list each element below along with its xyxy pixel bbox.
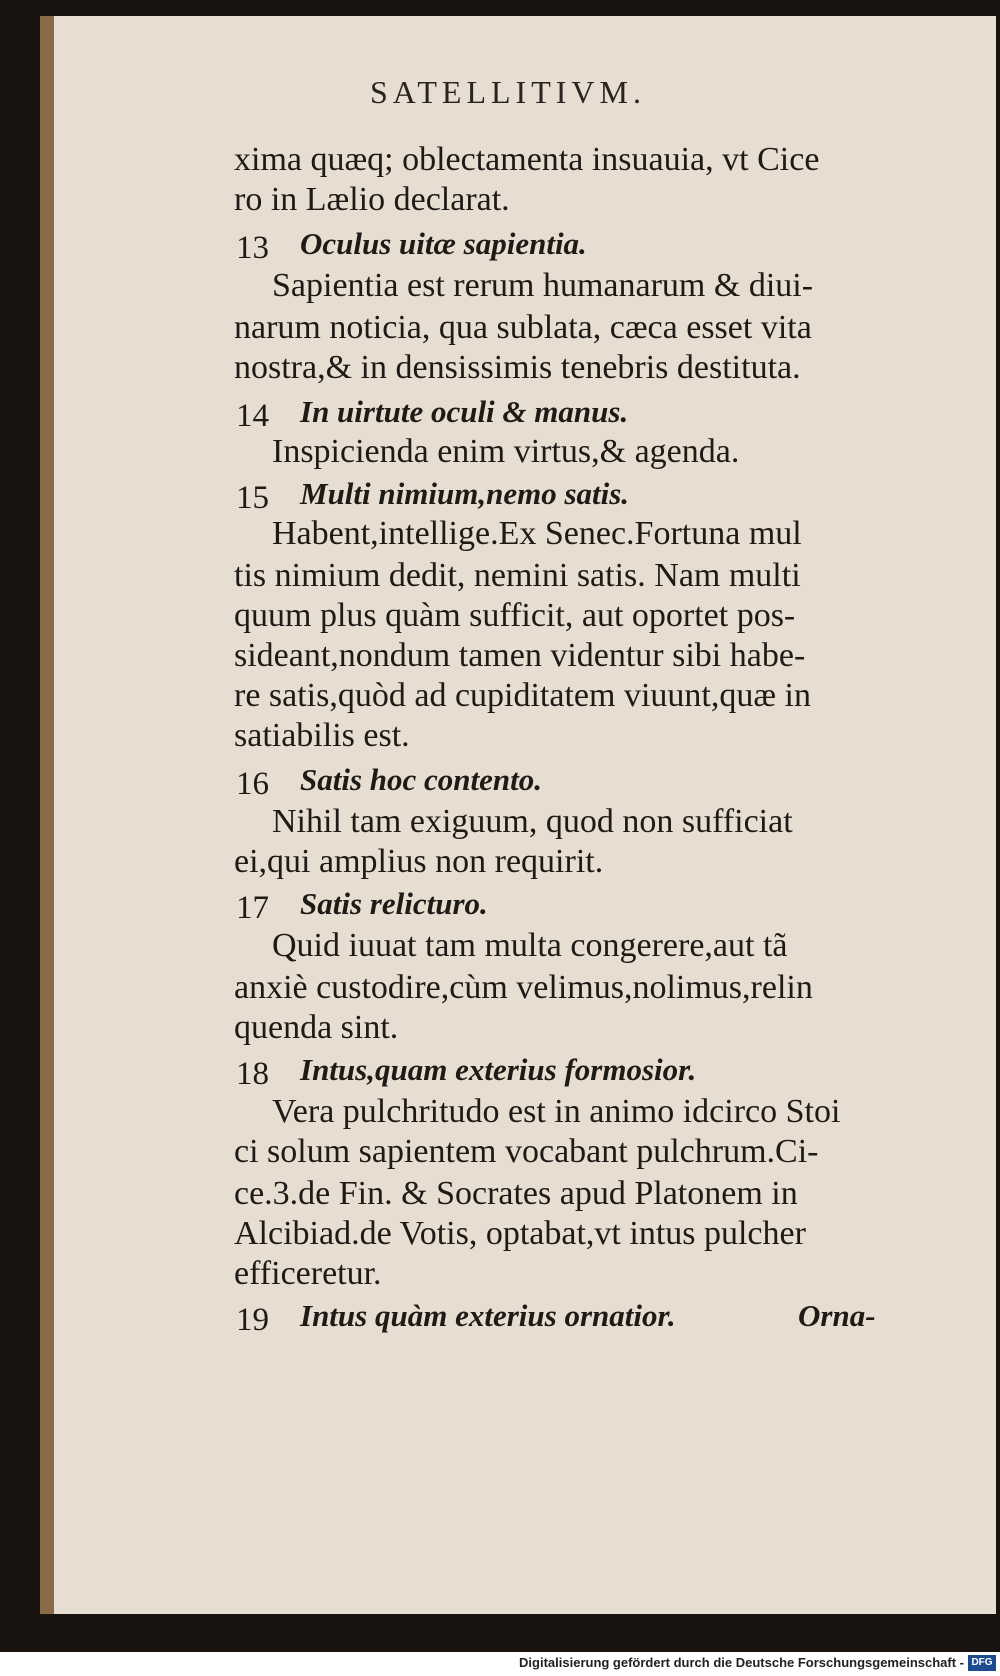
entry-heading: Satis hoc contento. — [300, 762, 543, 797]
text-line: xima quæq; oblectamenta insuauia, vt Cice — [234, 141, 820, 178]
text-line: ce.3.de Fin. & Socrates apud Platonem in — [234, 1175, 798, 1212]
text-line: quenda sint. — [234, 1009, 399, 1046]
entry-number: 16 — [236, 766, 269, 802]
text-line: sideant,nondum tamen videntur sibi habe- — [234, 637, 806, 674]
running-head: SATELLITIVM. — [370, 74, 646, 110]
text-line: anxiè custodire,cùm velimus,nolimus,relin — [234, 969, 813, 1006]
footer-text: Digitalisierung gefördert durch die Deutsche Forschungsgemeinschaft - — [519, 1655, 964, 1670]
text-line: Quid iuuat tam multa congerere,aut tã — [272, 927, 788, 964]
text-line: satiabilis est. — [234, 717, 410, 754]
text-line: quum plus quàm sufficit, aut oportet pos- — [234, 597, 796, 634]
entry-number: 13 — [236, 230, 269, 266]
entry-heading: Oculus uitæ sapientia. — [300, 226, 587, 261]
digitization-footer — [0, 1652, 1000, 1676]
text-line: Alcibiad.de Votis, optabat,vt intus pulcher — [234, 1215, 806, 1252]
text-line: nostra,& in densissimis tenebris destituta. — [234, 349, 801, 386]
entry-number: 15 — [236, 480, 269, 516]
entry-number: 18 — [236, 1056, 269, 1092]
text-line: Nihil tam exiguum, quod non sufficiat — [272, 803, 793, 840]
entry-number: 19 — [236, 1302, 269, 1338]
entry-heading: In uirtute oculi & manus. — [300, 394, 629, 429]
entry-number: 17 — [236, 890, 269, 926]
text-line: Inspicienda enim virtus,& agenda. — [272, 433, 740, 470]
text-line: Vera pulchritudo est in animo idcirco Stoi — [272, 1093, 841, 1130]
text-line: ci solum sapientem vocabant pulchrum.Ci- — [234, 1133, 819, 1170]
text-line: re satis,quòd ad cupiditatem viuunt,quæ in — [234, 677, 811, 714]
text-line: ei,qui amplius non requirit. — [234, 843, 604, 880]
text-line: efficeretur. — [234, 1255, 382, 1292]
entry-heading: Satis relicturo. — [300, 886, 488, 921]
entry-heading: Intus,quam exterius formosior. — [300, 1052, 697, 1087]
text-line: narum noticia, qua sublata, cæca esset vita — [234, 309, 812, 346]
entry-number: 14 — [236, 398, 269, 434]
catchword: Orna- — [798, 1298, 876, 1333]
text-line: Sapientia est rerum humanarum & diui- — [272, 267, 814, 304]
entry-heading: Intus quàm exterius ornatior. — [300, 1298, 676, 1333]
text-line: tis nimium dedit, nemini satis. Nam multi — [234, 557, 801, 594]
entry-heading: Multi nimium,nemo satis. — [300, 476, 630, 511]
text-line: Habent,intellige.Ex Senec.Fortuna mul — [272, 515, 802, 552]
text-line: ro in Lælio declarat. — [234, 181, 510, 218]
dfg-logo: DFG — [968, 1655, 996, 1671]
